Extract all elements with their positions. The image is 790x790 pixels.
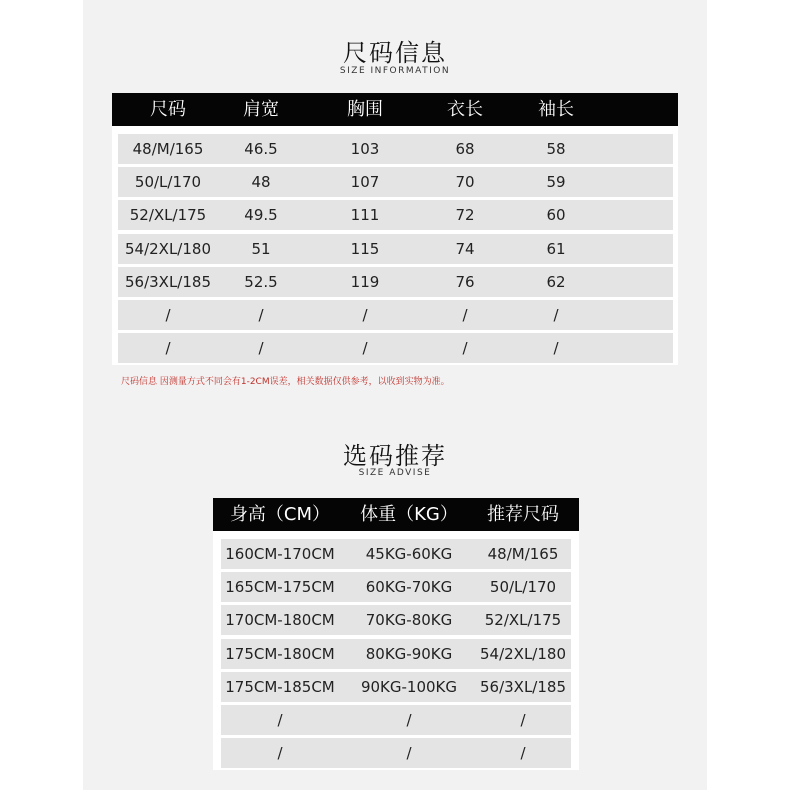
- table-cell: 115: [350, 239, 380, 258]
- table-cell: 119: [350, 272, 380, 291]
- table-cell: 54/2XL/180: [479, 644, 566, 663]
- table-cell: /: [277, 711, 283, 729]
- table-cell: /: [362, 339, 368, 358]
- table-cell: /: [258, 339, 264, 358]
- table-cell: 60KG-70KG: [365, 578, 453, 597]
- table-cell: 60: [546, 206, 566, 225]
- measurement-note: 尺码信息 因测量方式不同会有1-2CM误差，相关数据仅供参考，以收到实物为准。: [121, 377, 450, 387]
- table-cell: 103: [350, 140, 380, 158]
- size-advise-subtitle: SIZE ADVISE: [358, 468, 432, 478]
- table-cell: /: [553, 306, 559, 324]
- table-cell: 111: [350, 206, 380, 225]
- table-cell: /: [362, 306, 368, 324]
- table-cell: /: [406, 711, 412, 729]
- table-row: [221, 705, 571, 735]
- table-cell: 68: [455, 140, 475, 158]
- size-info-table: [112, 93, 678, 365]
- table-cell: 76: [455, 272, 475, 291]
- table-cell: 45KG-60KG: [365, 545, 453, 563]
- column-header: 衣长: [447, 99, 483, 120]
- table-cell: 170CM-180CM: [225, 611, 335, 630]
- table-cell: 70: [455, 173, 475, 192]
- column-header: 胸围: [347, 99, 383, 120]
- column-header: 袖长: [538, 99, 574, 120]
- table-cell: /: [553, 339, 559, 358]
- table-cell: 50/L/170: [489, 578, 557, 597]
- table-row: [118, 300, 673, 330]
- table-row: [221, 539, 571, 569]
- size-advise-header-row: [213, 498, 579, 531]
- size-advise-table: [213, 498, 579, 770]
- table-row: [221, 672, 571, 702]
- column-header: 推荐尺码: [487, 504, 559, 525]
- size-info-title: 尺码信息: [343, 39, 447, 67]
- table-cell: /: [258, 306, 264, 324]
- table-cell: /: [406, 744, 412, 763]
- table-cell: 90KG-100KG: [360, 677, 458, 696]
- table-cell: 54/2XL/180: [124, 239, 211, 258]
- table-cell: 58: [546, 140, 566, 158]
- table-cell: 80KG-90KG: [365, 644, 453, 663]
- table-cell: /: [165, 339, 171, 358]
- table-cell: 46.5: [244, 140, 278, 158]
- table-cell: 50/L/170: [134, 173, 202, 192]
- column-header: 肩宽: [243, 99, 279, 120]
- size-advise-title: 选码推荐: [343, 442, 447, 470]
- table-row: [221, 738, 571, 768]
- table-cell: 107: [350, 173, 380, 192]
- table-cell: 175CM-180CM: [225, 644, 335, 663]
- table-cell: 160CM-170CM: [225, 545, 335, 563]
- table-row: [221, 572, 571, 602]
- table-cell: 52/XL/175: [129, 206, 207, 225]
- table-cell: 52.5: [244, 272, 278, 291]
- table-cell: /: [520, 711, 526, 729]
- table-row: [118, 167, 673, 197]
- table-cell: 59: [546, 173, 566, 192]
- table-row: [118, 234, 673, 264]
- table-row: [118, 333, 673, 363]
- table-row: [118, 267, 673, 297]
- table-cell: 49.5: [244, 206, 278, 225]
- size-info-header-row: [112, 93, 678, 126]
- table-cell: 52/XL/175: [484, 611, 562, 630]
- table-cell: 48: [251, 173, 271, 192]
- table-row: [118, 134, 673, 164]
- table-cell: /: [165, 306, 171, 324]
- table-cell: 165CM-175CM: [225, 578, 335, 597]
- table-cell: 56/3XL/185: [124, 272, 211, 291]
- table-cell: /: [462, 339, 468, 358]
- table-cell: 48/M/165: [132, 140, 204, 158]
- table-row: [118, 200, 673, 230]
- table-row: [221, 639, 571, 669]
- table-row: [221, 605, 571, 635]
- table-cell: 62: [546, 272, 566, 291]
- table-cell: /: [520, 744, 526, 763]
- table-cell: 61: [546, 239, 566, 258]
- table-cell: /: [462, 306, 468, 324]
- column-header: 体重（KG）: [360, 504, 458, 525]
- size-info-subtitle: SIZE INFORMATION: [339, 66, 451, 76]
- table-cell: /: [277, 744, 283, 763]
- table-cell: 70KG-80KG: [365, 611, 453, 630]
- column-header: 身高（CM）: [229, 504, 331, 525]
- table-cell: 72: [455, 206, 475, 225]
- table-cell: 51: [251, 239, 271, 258]
- table-cell: 48/M/165: [487, 545, 559, 563]
- table-cell: 175CM-185CM: [225, 677, 335, 696]
- column-header: 尺码: [150, 99, 186, 120]
- table-cell: 74: [455, 239, 475, 258]
- table-cell: 56/3XL/185: [479, 677, 566, 696]
